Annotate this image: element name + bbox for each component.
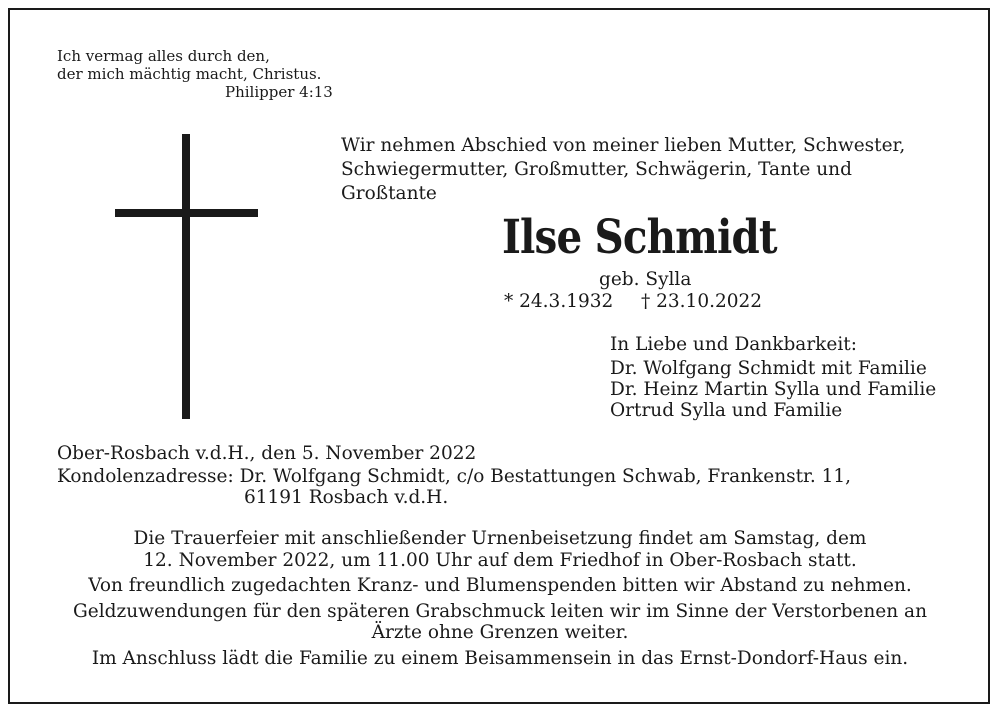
donation-line-2: Ärzte ohne Grenzen weiter. [371,622,629,643]
bible-verse-reference: Philipper 4:13 [225,83,333,101]
donation-notice [30,601,970,644]
condolence-address-line-2: 61191 Rosbach v.d.H. [244,487,449,508]
mourner-item: Ortrud Sylla und Familie [610,400,843,421]
farewell-text [341,134,905,206]
farewell-line-1: Wir nehmen Abschied von meiner lieben Mutter, Schwester, [341,135,906,156]
funeral-service-line-2: 12. November 2022, um 11.00 Uhr auf dem Friedhof in Ober-Rosbach statt. [143,549,857,571]
mourners-list [610,358,936,421]
birth-date: * 24.3.1932 [504,291,614,312]
cross-icon-crossbar [115,209,258,217]
bible-verse [57,47,321,83]
donation-line-1: Geldzuwendungen für den späteren Grabschmuck leiten wir im Sinne der Verstorbenen an [73,600,927,622]
funeral-notices [30,528,970,669]
farewell-line-3: Großtante [341,183,437,204]
funeral-service-notice [30,528,970,571]
place-and-date: Ober-Rosbach v.d.H., den 5. November 2022 [57,443,477,464]
mourner-item: Dr. Wolfgang Schmidt mit Familie [610,358,927,379]
gathering-notice: Im Anschluss lädt die Familie zu einem Beisammensein in das Ernst-Dondorf-Haus ein. [91,647,909,669]
mourner-item: Dr. Heinz Martin Sylla und Familie [610,379,937,400]
bible-verse-line-1: Ich vermag alles durch den, [57,47,270,65]
deceased-name: Ilse Schmidt [502,210,777,265]
bible-verse-line-2: der mich mächtig macht, Christus. [57,65,322,83]
cross-icon [182,134,190,419]
mourners-intro: In Liebe und Dankbarkeit: [610,334,857,355]
funeral-service-line-1: Die Trauerfeier mit anschließender Urnenbeisetzung findet am Samstag, dem [133,528,867,549]
farewell-line-2: Schwiegermutter, Großmutter, Schwägerin, Tante und [341,159,852,180]
maiden-name: geb. Sylla [599,269,692,290]
condolence-address-line-1: Kondolenzadresse: Dr. Wolfgang Schmidt, c/o Bestattungen Schwab, Frankenstr. 11, [57,466,852,487]
flowers-notice: Von freundlich zugedachten Kranz- und Blumenspenden bitten wir Abstand zu nehmen. [88,575,912,596]
death-date: † 23.10.2022 [641,291,763,312]
